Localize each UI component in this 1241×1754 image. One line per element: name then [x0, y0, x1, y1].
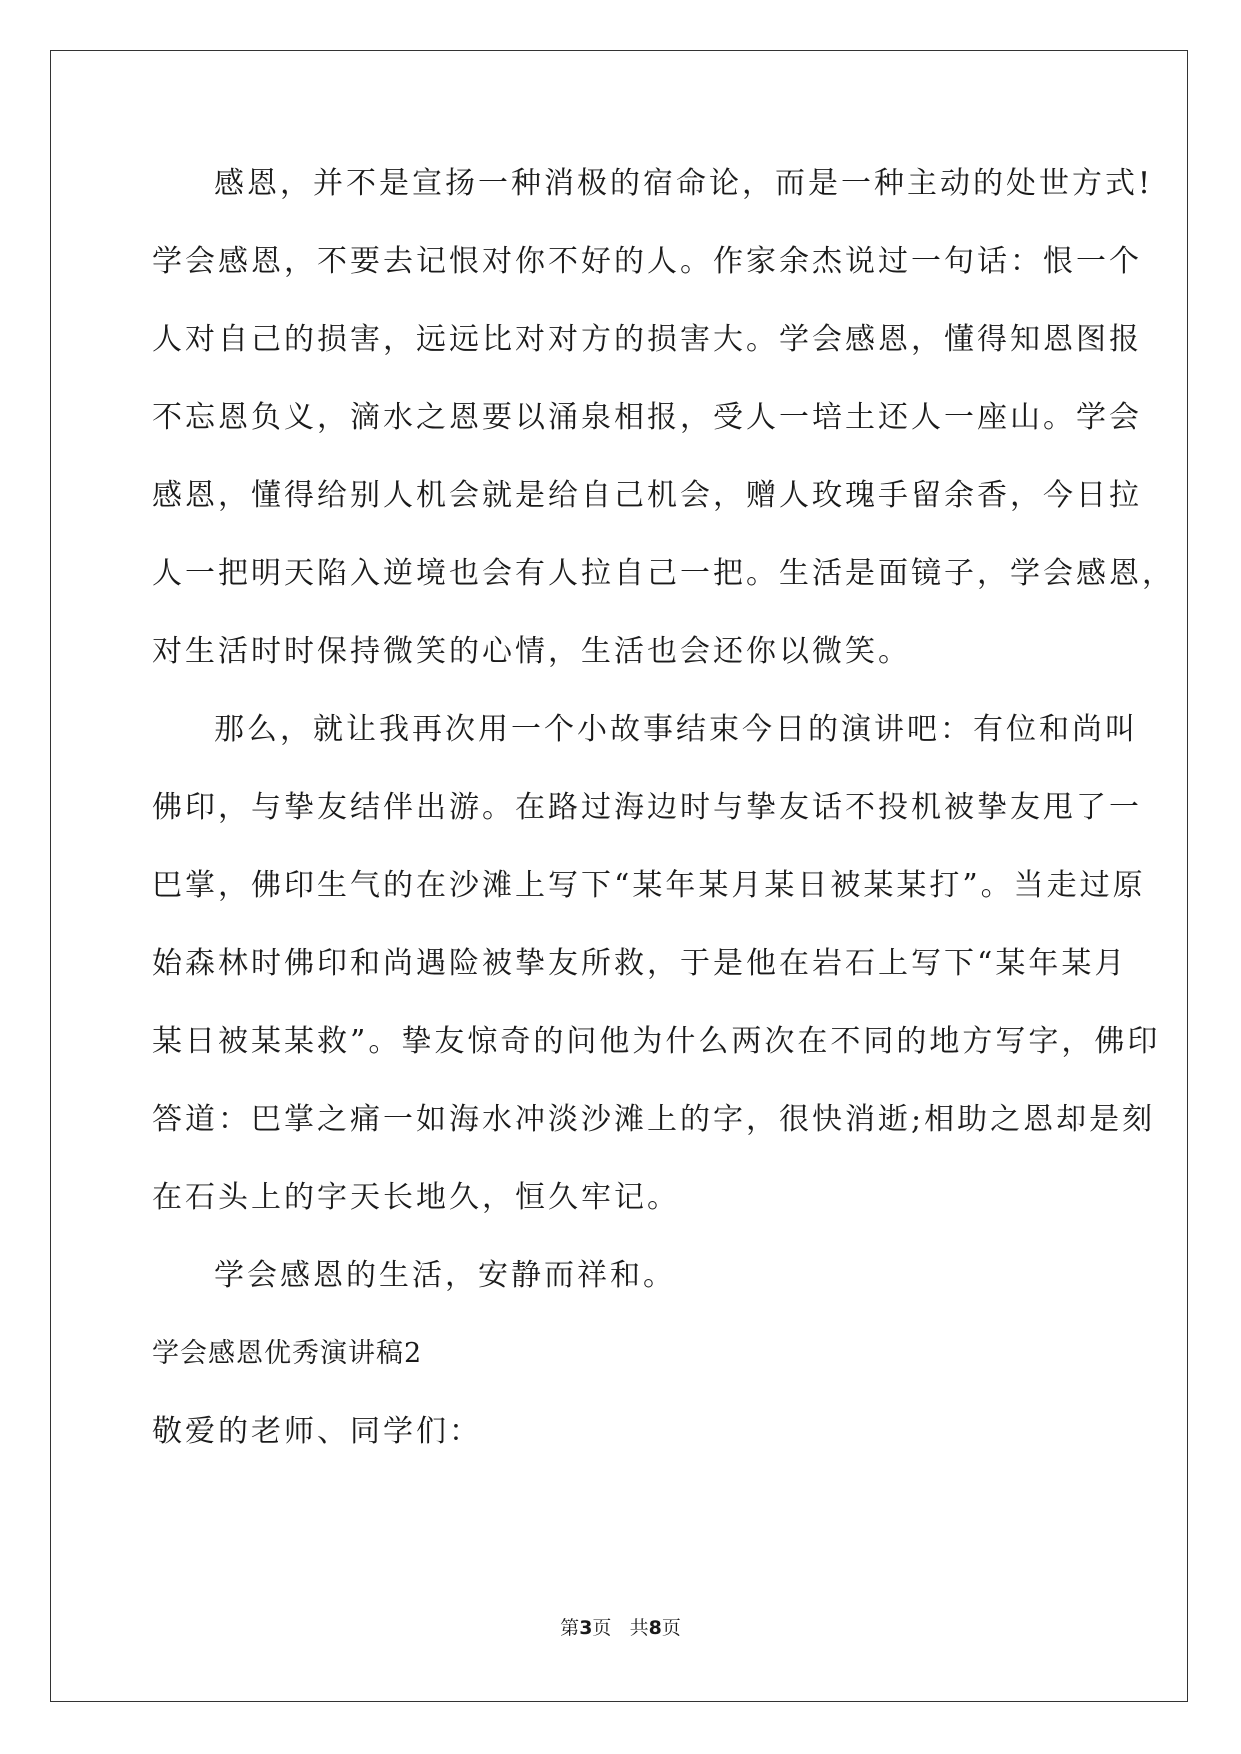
footer-total-prefix: 共	[629, 1617, 649, 1639]
page-footer	[0, 1613, 1241, 1640]
total-page-count: 8	[648, 1617, 662, 1639]
text-line: 始森林时佛印和尚遇险被挚友所救，于是他在岩石上写下“某年某月	[152, 946, 1128, 981]
text-line: 在石头上的字天长地久，恒久牢记。	[152, 1180, 680, 1215]
paragraph-1	[152, 145, 1175, 691]
paragraph-2	[152, 691, 1161, 1237]
salutation: 敬爱的老师、同学们：	[152, 1414, 482, 1449]
text-line: 对生活时时保持微笑的心情，生活也会还你以微笑。	[152, 634, 911, 669]
text-line: 那么，就让我再次用一个小故事结束今日的演讲吧：有位和尚叫	[214, 712, 1138, 747]
text-line: 佛印，与挚友结伴出游。在路过海边时与挚友话不投机被挚友甩了一	[152, 790, 1142, 825]
footer-page-suffix: 页	[592, 1617, 612, 1639]
text-line: 人对自己的损害，远远比对对方的损害大。学会感恩，懂得知恩图报	[152, 322, 1142, 357]
text-line: 巴掌，佛印生气的在沙滩上写下“某年某月某日被某某打”。当走过原	[152, 868, 1146, 903]
paragraph-3	[152, 1237, 1092, 1315]
text-line: 不忘恩负义，滴水之恩要以涌泉相报，受人一培土还人一座山。学会	[152, 400, 1142, 435]
text-line: 感恩，并不是宣扬一种消极的宿命论，而是一种主动的处世方式!	[214, 166, 1154, 201]
document-body	[152, 145, 1175, 1471]
footer-total-suffix: 页	[661, 1617, 681, 1639]
section-heading: 学会感恩优秀演讲稿2	[152, 1338, 423, 1369]
text-line: 某日被某某救”。挚友惊奇的问他为什么两次在不同的地方写字，佛印	[152, 1024, 1161, 1059]
footer-prefix: 第	[560, 1617, 580, 1639]
text-line: 答道：巴掌之痛一如海水冲淡沙滩上的字，很快消逝;相助之恩却是刻	[152, 1102, 1156, 1137]
text-line: 人一把明天陷入逆境也会有人拉自己一把。生活是面镜子，学会感恩，	[152, 556, 1175, 591]
text-line: 学会感恩的生活，安静而祥和。	[214, 1258, 676, 1293]
text-line: 学会感恩，不要去记恨对你不好的人。作家余杰说过一句话：恨一个	[152, 244, 1142, 279]
text-line: 感恩，懂得给别人机会就是给自己机会，赠人玫瑰手留余香，今日拉	[152, 478, 1142, 513]
current-page-number: 3	[579, 1617, 593, 1639]
